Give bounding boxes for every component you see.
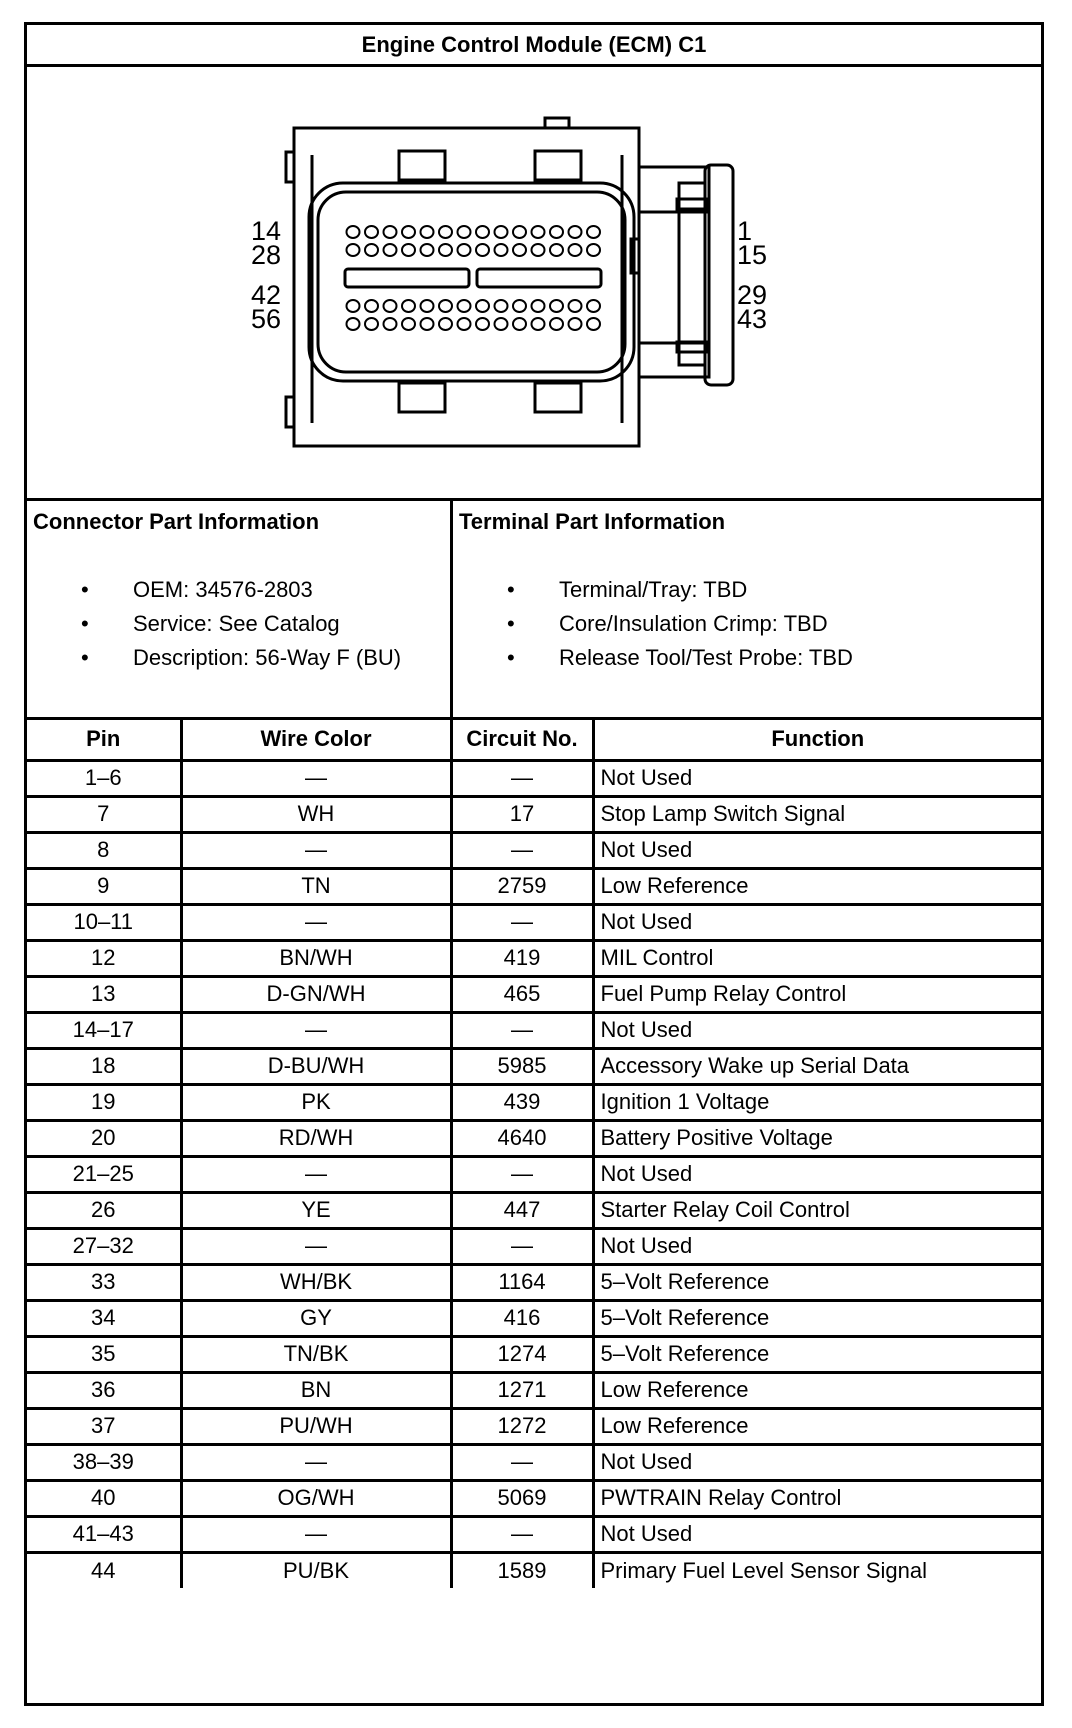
cell-circuit-no: 419 bbox=[451, 940, 593, 976]
cell-pin: 37 bbox=[27, 1408, 181, 1444]
pin-cavity bbox=[458, 318, 471, 330]
part-information bbox=[27, 501, 1041, 720]
cell-function: 5–Volt Reference bbox=[593, 1300, 1041, 1336]
cell-function: Not Used bbox=[593, 1516, 1041, 1552]
pin-cavity bbox=[347, 300, 360, 312]
cell-function: Stop Lamp Switch Signal bbox=[593, 796, 1041, 832]
pin-cavity bbox=[587, 318, 600, 330]
pin-cavity bbox=[476, 226, 489, 238]
cell-circuit-no: 5985 bbox=[451, 1048, 593, 1084]
pin-cavity bbox=[439, 244, 452, 256]
table-row bbox=[27, 832, 1041, 868]
pin-cavity bbox=[402, 244, 415, 256]
cell-pin: 34 bbox=[27, 1300, 181, 1336]
cell-pin: 38–39 bbox=[27, 1444, 181, 1480]
pin-cavity bbox=[365, 300, 378, 312]
pin-cavity bbox=[495, 318, 508, 330]
header-pin: Pin bbox=[27, 720, 181, 760]
cell-circuit-no: 17 bbox=[451, 796, 593, 832]
table-row bbox=[27, 1408, 1041, 1444]
pin-cavity bbox=[439, 300, 452, 312]
cell-pin: 20 bbox=[27, 1120, 181, 1156]
cell-pin: 27–32 bbox=[27, 1228, 181, 1264]
cell-wire-color: TN/BK bbox=[181, 1336, 451, 1372]
cell-function: Not Used bbox=[593, 1012, 1041, 1048]
pin-label-right-3: 29 bbox=[737, 280, 768, 310]
connector-info-heading: Connector Part Information bbox=[33, 509, 320, 534]
cell-wire-color: — bbox=[181, 904, 451, 940]
cell-function: Fuel Pump Relay Control bbox=[593, 976, 1041, 1012]
cell-function: 5–Volt Reference bbox=[593, 1264, 1041, 1300]
pin-cavity bbox=[513, 226, 526, 238]
cell-circuit-no: — bbox=[451, 832, 593, 868]
cell-wire-color: — bbox=[181, 1444, 451, 1480]
table-row bbox=[27, 1372, 1041, 1408]
cell-circuit-no: — bbox=[451, 904, 593, 940]
cell-function: 5–Volt Reference bbox=[593, 1336, 1041, 1372]
cell-function: MIL Control bbox=[593, 940, 1041, 976]
table-row bbox=[27, 1048, 1041, 1084]
header-circuit-no: Circuit No. bbox=[451, 720, 593, 760]
cell-pin: 10–11 bbox=[27, 904, 181, 940]
cell-pin: 13 bbox=[27, 976, 181, 1012]
pin-cavity bbox=[513, 300, 526, 312]
cell-pin: 8 bbox=[27, 832, 181, 868]
table-row bbox=[27, 940, 1041, 976]
cell-circuit-no: 1271 bbox=[451, 1372, 593, 1408]
table-row bbox=[27, 1552, 1041, 1588]
header-wire-color: Wire Color bbox=[181, 720, 451, 760]
pin-cavity bbox=[458, 244, 471, 256]
cell-pin: 33 bbox=[27, 1264, 181, 1300]
cell-pin: 18 bbox=[27, 1048, 181, 1084]
cell-function: Not Used bbox=[593, 760, 1041, 796]
cell-circuit-no: 5069 bbox=[451, 1480, 593, 1516]
table-row bbox=[27, 1228, 1041, 1264]
pin-cavity bbox=[587, 226, 600, 238]
pin-cavity bbox=[476, 318, 489, 330]
pin-label-left-3: 42 bbox=[250, 280, 281, 310]
cell-function: Battery Positive Voltage bbox=[593, 1120, 1041, 1156]
pin-cavity bbox=[513, 244, 526, 256]
cell-circuit-no: 1272 bbox=[451, 1408, 593, 1444]
pin-label-left-4: 56 bbox=[250, 304, 281, 334]
pin-label-right-1: 1 bbox=[737, 216, 753, 246]
cell-pin: 36 bbox=[27, 1372, 181, 1408]
pin-cavity bbox=[550, 226, 563, 238]
connector-figure bbox=[27, 67, 1041, 501]
pin-cavity bbox=[347, 226, 360, 238]
pin-cavity bbox=[384, 226, 397, 238]
cell-circuit-no: — bbox=[451, 760, 593, 796]
cell-pin: 26 bbox=[27, 1192, 181, 1228]
cell-wire-color: TN bbox=[181, 868, 451, 904]
table-row bbox=[27, 904, 1041, 940]
cell-pin: 19 bbox=[27, 1084, 181, 1120]
cell-pin: 9 bbox=[27, 868, 181, 904]
bullet-icon: • bbox=[81, 645, 89, 670]
cell-wire-color: RD/WH bbox=[181, 1120, 451, 1156]
pin-cavity bbox=[550, 244, 563, 256]
pin-cavity bbox=[458, 226, 471, 238]
cell-circuit-no: 1274 bbox=[451, 1336, 593, 1372]
cell-circuit-no: — bbox=[451, 1156, 593, 1192]
cell-circuit-no: 1164 bbox=[451, 1264, 593, 1300]
pin-cavity bbox=[476, 300, 489, 312]
header-function: Function bbox=[593, 720, 1041, 760]
cell-function: Ignition 1 Voltage bbox=[593, 1084, 1041, 1120]
pin-cavity bbox=[421, 300, 434, 312]
table-row bbox=[27, 760, 1041, 796]
cell-wire-color: GY bbox=[181, 1300, 451, 1336]
connector-part-info bbox=[27, 501, 453, 717]
pin-cavity bbox=[421, 244, 434, 256]
list-item: • Release Tool/Test Probe: TBD bbox=[459, 641, 1035, 675]
cell-pin: 1–6 bbox=[27, 760, 181, 796]
cell-pin: 44 bbox=[27, 1552, 181, 1588]
table-header-row bbox=[27, 720, 1041, 760]
cell-pin: 41–43 bbox=[27, 1516, 181, 1552]
table-row bbox=[27, 1444, 1041, 1480]
cell-wire-color: — bbox=[181, 832, 451, 868]
cell-wire-color: OG/WH bbox=[181, 1480, 451, 1516]
cell-function: Not Used bbox=[593, 904, 1041, 940]
cell-circuit-no: — bbox=[451, 1012, 593, 1048]
pinout-table bbox=[27, 720, 1041, 1588]
pin-cavity bbox=[384, 244, 397, 256]
cell-wire-color: PU/WH bbox=[181, 1408, 451, 1444]
cell-pin: 14–17 bbox=[27, 1012, 181, 1048]
cell-function: Accessory Wake up Serial Data bbox=[593, 1048, 1041, 1084]
table-row bbox=[27, 1300, 1041, 1336]
pin-cavity bbox=[495, 226, 508, 238]
terminal-info-heading: Terminal Part Information bbox=[459, 509, 726, 534]
cell-wire-color: PU/BK bbox=[181, 1552, 451, 1588]
pin-cavity bbox=[365, 244, 378, 256]
cell-circuit-no: 465 bbox=[451, 976, 593, 1012]
pin-cavity bbox=[402, 318, 415, 330]
cell-pin: 7 bbox=[27, 796, 181, 832]
cell-pin: 40 bbox=[27, 1480, 181, 1516]
cell-wire-color: — bbox=[181, 1012, 451, 1048]
cell-circuit-no: 1589 bbox=[451, 1552, 593, 1588]
cell-wire-color: YE bbox=[181, 1192, 451, 1228]
pin-cavity bbox=[569, 226, 582, 238]
cell-circuit-no: — bbox=[451, 1444, 593, 1480]
cell-function: Not Used bbox=[593, 1228, 1041, 1264]
pin-cavity bbox=[569, 244, 582, 256]
cell-wire-color: — bbox=[181, 1228, 451, 1264]
pin-cavity bbox=[550, 318, 563, 330]
table-row bbox=[27, 1012, 1041, 1048]
pin-cavity bbox=[532, 300, 545, 312]
cell-wire-color: BN/WH bbox=[181, 940, 451, 976]
pin-cavity bbox=[587, 300, 600, 312]
cell-function: Low Reference bbox=[593, 1408, 1041, 1444]
pin-cavity bbox=[347, 318, 360, 330]
pin-cavity bbox=[421, 318, 434, 330]
table-row bbox=[27, 1084, 1041, 1120]
table-row bbox=[27, 868, 1041, 904]
pin-cavity bbox=[569, 318, 582, 330]
cell-wire-color: D-GN/WH bbox=[181, 976, 451, 1012]
cell-function: Not Used bbox=[593, 832, 1041, 868]
cell-wire-color: — bbox=[181, 760, 451, 796]
pin-label-left-2: 28 bbox=[250, 240, 281, 270]
cell-wire-color: — bbox=[181, 1516, 451, 1552]
pin-cavity bbox=[458, 300, 471, 312]
cell-circuit-no: — bbox=[451, 1228, 593, 1264]
table-row bbox=[27, 1156, 1041, 1192]
bullet-icon: • bbox=[507, 645, 515, 670]
list-item: • Terminal/Tray: TBD bbox=[459, 573, 1035, 607]
pin-cavity bbox=[421, 226, 434, 238]
cell-function: Starter Relay Coil Control bbox=[593, 1192, 1041, 1228]
pin-cavity bbox=[365, 226, 378, 238]
table-row bbox=[27, 1480, 1041, 1516]
cell-circuit-no: 416 bbox=[451, 1300, 593, 1336]
cell-pin: 12 bbox=[27, 940, 181, 976]
cell-pin: 35 bbox=[27, 1336, 181, 1372]
pin-cavity bbox=[569, 300, 582, 312]
bullet-icon: • bbox=[81, 577, 89, 602]
connector-diagram bbox=[27, 67, 1041, 498]
cell-pin: 21–25 bbox=[27, 1156, 181, 1192]
pin-cavity bbox=[439, 318, 452, 330]
cell-wire-color: — bbox=[181, 1156, 451, 1192]
terminal-part-info bbox=[453, 501, 1041, 717]
pin-cavity bbox=[439, 226, 452, 238]
pin-cavity bbox=[365, 318, 378, 330]
pin-label-right-2: 15 bbox=[737, 240, 768, 270]
pin-cavity bbox=[384, 318, 397, 330]
cell-function: PWTRAIN Relay Control bbox=[593, 1480, 1041, 1516]
pin-cavity bbox=[476, 244, 489, 256]
pin-cavity bbox=[495, 300, 508, 312]
cell-function: Primary Fuel Level Sensor Signal bbox=[593, 1552, 1041, 1588]
pin-cavity bbox=[532, 318, 545, 330]
bullet-icon: • bbox=[507, 577, 515, 602]
pin-cavity bbox=[532, 226, 545, 238]
table-row bbox=[27, 1264, 1041, 1300]
cell-circuit-no: 447 bbox=[451, 1192, 593, 1228]
pin-cavity bbox=[587, 244, 600, 256]
page-title: Engine Control Module (ECM) C1 bbox=[27, 25, 1041, 67]
pin-cavities bbox=[347, 226, 601, 330]
cell-function: Low Reference bbox=[593, 1372, 1041, 1408]
list-item: • Description: 56-Way F (BU) bbox=[33, 641, 444, 675]
cell-circuit-no: 439 bbox=[451, 1084, 593, 1120]
cell-circuit-no: 4640 bbox=[451, 1120, 593, 1156]
cell-circuit-no: 2759 bbox=[451, 868, 593, 904]
bullet-icon: • bbox=[81, 611, 89, 636]
cell-function: Not Used bbox=[593, 1444, 1041, 1480]
list-item: • Service: See Catalog bbox=[33, 607, 444, 641]
cell-function: Low Reference bbox=[593, 868, 1041, 904]
cell-wire-color: WH/BK bbox=[181, 1264, 451, 1300]
pin-cavity bbox=[384, 300, 397, 312]
cell-wire-color: PK bbox=[181, 1084, 451, 1120]
cell-wire-color: WH bbox=[181, 796, 451, 832]
list-item: • OEM: 34576-2803 bbox=[33, 573, 444, 607]
table-row bbox=[27, 976, 1041, 1012]
table-row bbox=[27, 1192, 1041, 1228]
pin-cavity bbox=[402, 226, 415, 238]
table-row bbox=[27, 1120, 1041, 1156]
pin-cavity bbox=[402, 300, 415, 312]
table-row bbox=[27, 1516, 1041, 1552]
pinout-sheet bbox=[24, 22, 1044, 1706]
cell-function: Not Used bbox=[593, 1156, 1041, 1192]
pin-cavity bbox=[513, 318, 526, 330]
table-row bbox=[27, 1336, 1041, 1372]
cell-wire-color: BN bbox=[181, 1372, 451, 1408]
pin-label-right-4: 43 bbox=[737, 304, 768, 334]
list-item: • Core/Insulation Crimp: TBD bbox=[459, 607, 1035, 641]
bullet-icon: • bbox=[507, 611, 515, 636]
pin-label-left-1: 14 bbox=[250, 216, 281, 246]
pin-cavity bbox=[532, 244, 545, 256]
pin-cavity bbox=[347, 244, 360, 256]
table-row bbox=[27, 796, 1041, 832]
pin-cavity bbox=[550, 300, 563, 312]
pin-cavity bbox=[495, 244, 508, 256]
cell-wire-color: D-BU/WH bbox=[181, 1048, 451, 1084]
cell-circuit-no: — bbox=[451, 1516, 593, 1552]
